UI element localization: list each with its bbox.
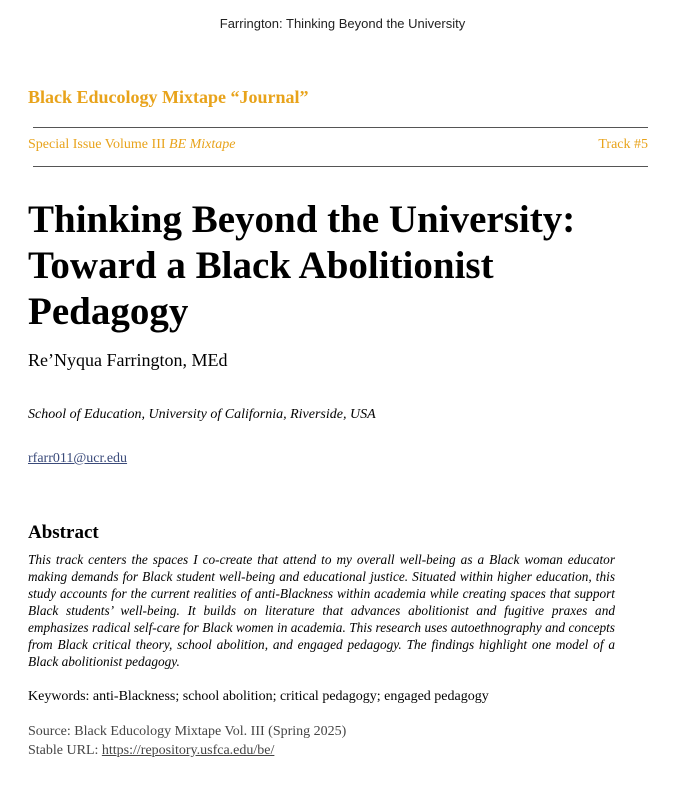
issue-prefix: Special Issue Volume III (28, 137, 170, 152)
running-head: Farrington: Thinking Beyond the University (219, 16, 466, 31)
author-name: Re’Nyqua Farrington, MEd (28, 350, 228, 370)
source-block (28, 722, 346, 760)
author-email-link[interactable]: rfarr011@ucr.edu (28, 451, 128, 466)
top-rule (33, 127, 648, 128)
issue-line (28, 137, 236, 153)
keywords: Keywords: anti-Blackness; school abolition; critical pedagogy; engaged pedagogy (28, 689, 489, 704)
stable-url-link[interactable]: https://repository.usfca.edu/be/ (101, 743, 275, 758)
track-number: Track #5 (598, 137, 648, 152)
journal-name: Black Educology Mixtape “Journal” (28, 87, 309, 107)
issue-italic: BE Mixtape (169, 137, 236, 152)
stable-url-line (28, 741, 346, 760)
source-line: Source: Black Educology Mixtape Vol. III (Spring 2025) (28, 724, 347, 739)
author-affiliation: School of Education, University of California, Riverside, USA (28, 407, 376, 422)
stable-url-label: Stable URL: (28, 743, 102, 758)
abstract-heading: Abstract (28, 522, 99, 543)
article-title: Thinking Beyond the University: Toward a Black Abolitionist Pedagogy (28, 198, 576, 333)
abstract-text: This track centers the spaces I co-create that attend to my overall well-being as a Black woman educator making demands for Black student well-being and educational justice. Situated within higher education, this study accounts for the current realities of anti-Blackness within academia while creating spaces that support Black students’ well-being. It builds on literature that advances abolitionist and fugitive praxes and emphasizes radical self-care for Black women in academia. This research uses autoethnography and concepts from Black critical theory, school abolition, and engaged pedagogy. The findings highlight one model of a Black abolitionist pedagogy. (28, 552, 615, 669)
bottom-rule (33, 166, 648, 167)
